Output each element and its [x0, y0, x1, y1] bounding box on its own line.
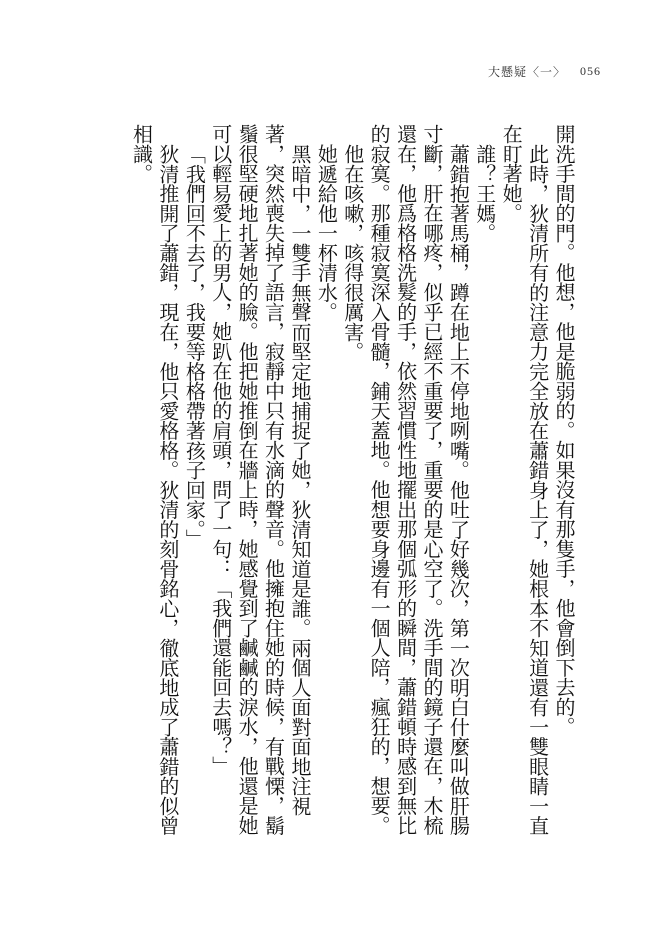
text-paragraph: 開洗手間的門。他想，他是脆弱的。如果沒有那隻手，他會倒下去的。	[552, 124, 576, 737]
text-paragraph: 蕭錯抱著馬桶，蹲在地上不停地咧嘴。他吐了好幾次，第一次明白什麼叫做肝腸寸斷，肝在哪疼，似乎已經不重要了，重要的是心空了。洗手間的鏡子還在，木梳還在，他爲格格洗髮的手，依然習慣性地擺出那個弧形的瞬間，蕭錯頓時感到無比的寂寞。那種寂寞深入骨髓，鋪天蓋地。他想要身邊有一個人陪，瘋狂的，想要。	[367, 124, 471, 836]
text-paragraph: 此時，狄清所有的注意力完全放在蕭錯身上了，她根本不知道還有一雙眼睛一直在盯著她。	[499, 124, 550, 836]
vertical-text-body	[57, 124, 577, 854]
text-paragraph: 狄清推開了蕭錯，現在，他只愛格格。狄清的刻骨銘心，徹底地成了蕭錯的似曾相識。	[129, 124, 180, 836]
running-header	[488, 61, 601, 81]
text-paragraph: 誰？王媽。	[472, 144, 497, 243]
book-title: 大懸疑〈一〉	[487, 64, 566, 79]
text-paragraph: 「我們回不去了，我要等格格帶著孩子回家。」	[182, 144, 207, 549]
page-number: 056	[580, 63, 601, 78]
text-paragraph: 黑暗中，一雙手無聲而堅定地捕捉了她，狄清知道是誰。兩個人面對面地注視著，突然喪失掉了語言，寂靜中只有水滴的聲音。他擁抱住她的時候，有戰慄，鬍鬚很堅硬地扎著她的臉。他把她推倒在牆上時，她感覺到了鹹鹹的淚水，他還是她可以輕易愛上的男人，她趴在他的肩頭，問了一句：「我們還能回去嗎？」	[208, 124, 312, 835]
text-paragraph: 她遞給他一杯清水。	[314, 144, 339, 322]
text-paragraph: 他在咳嗽，咳得很厲害。	[340, 144, 365, 362]
